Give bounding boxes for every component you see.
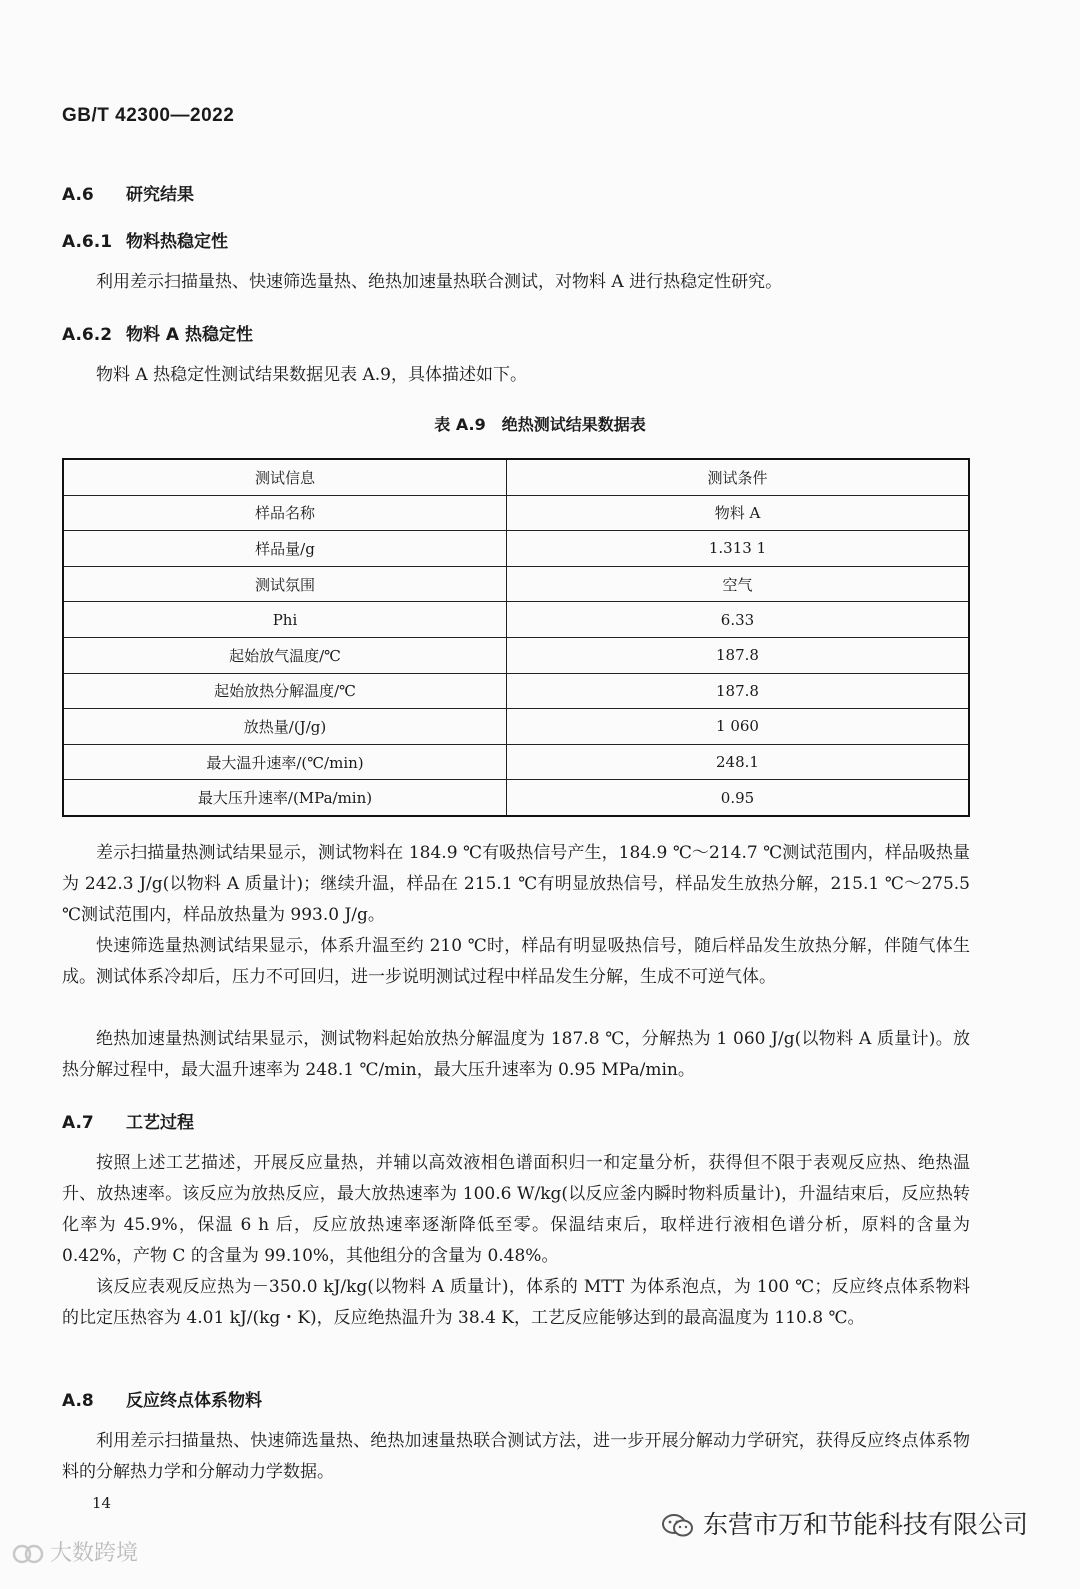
section-number: A.8 (62, 1391, 94, 1411)
cell-label: 最大温升速率/(℃/min) (63, 744, 507, 780)
section-number: A.7 (62, 1113, 94, 1133)
section-a8-text: 利用差示扫描量热、快速筛选量热、绝热加速量热联合测试方法，进一步开展分解动力学研究，获得反应终点体系物料的分解热力学和分解动力学数据。 (62, 1431, 970, 1482)
paragraph-dsc: 差示扫描量热测试结果显示，测试物料在 184.9 ℃有吸热信号产生，184.9 ℃～214.7 ℃测试范围内，样品吸热量为 242.3 J/g(以物料 A 质量计)；继续升温，样品在 215.1 ℃有明显放热信号，样品发生放热分解，215.1 ℃～275.5 ℃测试范围内，样品放热量为 993.0 J/g。 (62, 843, 970, 925)
cell-value: 248.1 (507, 744, 970, 780)
header-cell: 测试信息 (63, 459, 507, 495)
standard-code: GB/T 42300—2022 (62, 105, 235, 126)
cell-label: Phi (63, 602, 507, 638)
paragraph-arc: 绝热加速量热测试结果显示，测试物料起始放热分解温度为 187.8 ℃，分解热为 1 060 J/g(以物料 A 质量计)。放热分解过程中，最大温升速率为 248.1 ℃/min，最大压升速率为 0.95 MPa/min。 (62, 1029, 970, 1080)
table-row (63, 780, 969, 816)
section-a7-heading (62, 1108, 194, 1133)
brand-logo-icon (10, 1542, 50, 1566)
table-row (63, 673, 969, 709)
wechat-watermark (661, 1505, 1028, 1541)
section-number: A.6.1 (62, 232, 113, 252)
table-row (63, 566, 969, 602)
table-row (63, 709, 969, 745)
paragraph-reaction-heat: 该反应表观反应热为－350.0 kJ/kg(以物料 A 质量计)，体系的 MTT 为体系泡点，为 100 ℃；反应终点体系物料的比定压热容为 4.01 kJ/(kg・K)，反应绝热温升为 38.4 K，工艺反应能够达到的最高温度为 110.8 ℃。 (62, 1277, 970, 1328)
cell-label: 样品量/g (63, 531, 507, 567)
table-row (63, 602, 969, 638)
section-a61-text: 利用差示扫描量热、快速筛选量热、绝热加速量热联合测试，对物料 A 进行热稳定性研究。 (96, 272, 783, 292)
brand-watermark (10, 1536, 138, 1567)
section-number: A.6 (62, 185, 94, 205)
cell-value: 1.313 1 (507, 531, 970, 567)
cell-label: 最大压升速率/(MPa/min) (63, 780, 507, 816)
section-a6-heading (62, 180, 194, 205)
section-a62-heading (62, 320, 253, 345)
table-row (63, 744, 969, 780)
section-number: A.6.2 (62, 325, 113, 345)
cell-value: 1 060 (507, 709, 970, 745)
watermark-brand: 大数跨境 (50, 1541, 139, 1566)
section-a61-heading (62, 227, 228, 252)
paragraph-process: 按照上述工艺描述，开展反应量热，并辅以高效液相色谱面积归一和定量分析，获得但不限于表观反应热、绝热温升、放热速率。该反应为放热反应，最大放热速率为 100.6 W/kg(以反应釜内瞬时物料质量计)，升温结束后，反应热转化率为 45.9%，保温 6 h 后，反应放热速率逐渐降低至零。保温结束后，取样进行液相色谱分析，原料的含量为 0.42%，产物 C 的含量为 99.10%，其他组分的含量为 0.48%。 (62, 1153, 970, 1266)
table-row (63, 637, 969, 673)
table-caption: 表 A.9 绝热测试结果数据表 (434, 415, 646, 434)
cell-label: 放热量/(J/g) (63, 709, 507, 745)
section-a62-text: 物料 A 热稳定性测试结果数据见表 A.9，具体描述如下。 (96, 365, 527, 385)
table-header-row (63, 459, 969, 495)
cell-value: 空气 (507, 566, 970, 602)
cell-value: 187.8 (507, 637, 970, 673)
section-a8-heading (62, 1386, 262, 1411)
wechat-icon (661, 1513, 695, 1539)
cell-label: 测试氛围 (63, 566, 507, 602)
cell-value: 0.95 (507, 780, 970, 816)
section-title: 反应终点体系物料 (126, 1391, 262, 1411)
section-title: 研究结果 (126, 185, 194, 205)
results-table (62, 458, 970, 817)
cell-label: 样品名称 (63, 495, 507, 531)
cell-value: 187.8 (507, 673, 970, 709)
header-cell: 测试条件 (507, 459, 970, 495)
section-title: 物料 A 热稳定性 (126, 325, 253, 345)
table-row (63, 495, 969, 531)
paragraph-screening: 快速筛选量热测试结果显示，体系升温至约 210 ℃时，样品有明显吸热信号，随后样品发生放热分解，伴随气体生成。测试体系冷却后，压力不可回归，进一步说明测试过程中样品发生分解，生成不可逆气体。 (62, 936, 970, 987)
cell-value: 物料 A (507, 495, 970, 531)
table-row (63, 531, 969, 567)
cell-label: 起始放气温度/℃ (63, 637, 507, 673)
cell-label: 起始放热分解温度/℃ (63, 673, 507, 709)
page-number: 14 (92, 1494, 112, 1512)
section-title: 物料热稳定性 (126, 232, 228, 252)
cell-value: 6.33 (507, 602, 970, 638)
watermark-company: 东营市万和节能科技有限公司 (702, 1510, 1028, 1539)
section-title: 工艺过程 (126, 1113, 194, 1133)
